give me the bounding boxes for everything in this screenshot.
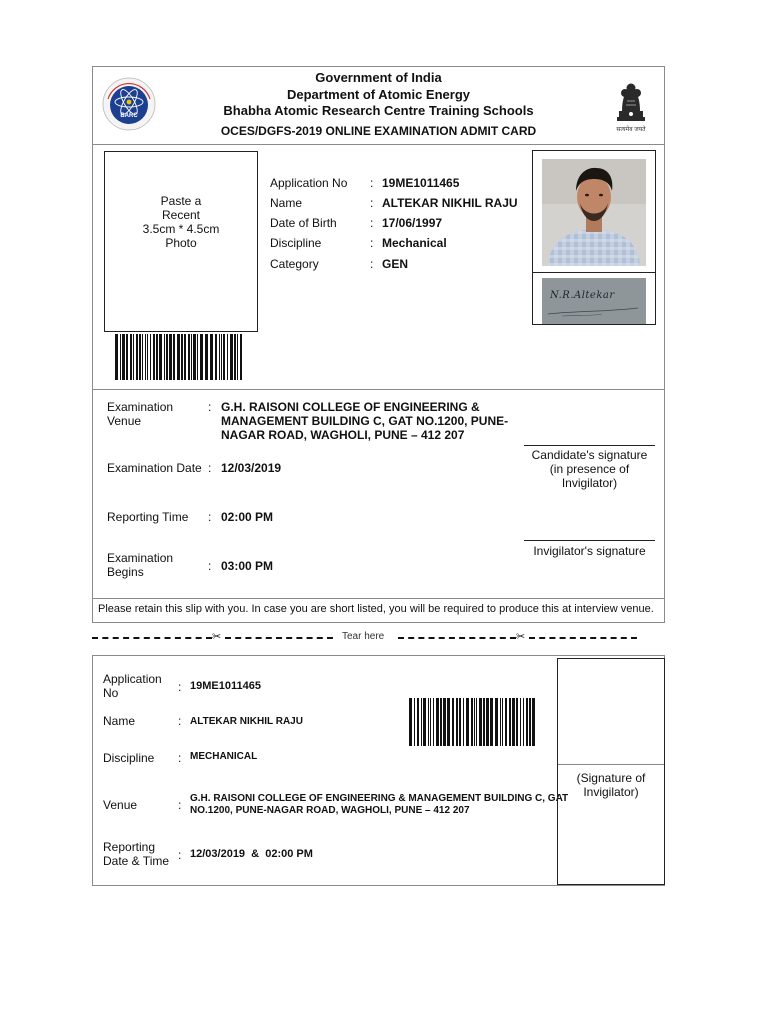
scissors-icon: ✂ [212, 631, 222, 643]
candidate-signature-line [524, 445, 655, 446]
field-label-discipline: Discipline [270, 236, 322, 250]
exam-begins-label-line2: Begins [107, 565, 144, 579]
field-separator: : [370, 236, 374, 250]
exam-venue-line2: MANAGEMENT BUILDING C, GAT NO.1200, PUNE- [221, 414, 509, 428]
tear-line [92, 631, 665, 645]
tear-dashes [92, 637, 212, 639]
field-separator: : [178, 680, 182, 694]
exam-date-label: Examination Date [107, 461, 202, 475]
invigilator-signature-caption [562, 771, 660, 799]
barcode-icon [409, 698, 539, 746]
field-separator: : [370, 176, 374, 190]
slip-venue-label: Venue [103, 798, 138, 812]
field-separator: : [370, 216, 374, 230]
header-department: Department of Atomic Energy [287, 87, 470, 102]
note-divider [93, 598, 664, 599]
barc-logo-icon [102, 77, 156, 131]
field-separator: : [178, 751, 182, 765]
candidate-signature-text: N.R.Altekar [550, 290, 615, 301]
header-government: Government of India [315, 70, 442, 85]
tear-dashes [398, 637, 516, 639]
field-separator: : [208, 400, 212, 414]
tear-dashes [529, 637, 637, 639]
caption-line: Invigilator) [561, 476, 618, 490]
header-institute: Bhabha Atomic Research Centre Training Schools [223, 103, 534, 118]
field-separator: : [370, 257, 374, 271]
slip-name-value: ALTEKAR NIKHIL RAJU [190, 716, 303, 727]
exam-begins-label-line1: Examination [107, 551, 174, 565]
photo-placeholder-line: 3.5cm * 4.5cm [142, 221, 220, 236]
invigilator-signature-caption: Invigilator's signature [533, 544, 646, 558]
candidate-signature-caption [524, 448, 655, 490]
reporting-time-value: 02:00 PM [221, 510, 274, 524]
slip-venue-line1: G.H. RAISONI COLLEGE OF ENGINEERING & MANAGEMENT BUILDING C, GAT [190, 793, 569, 804]
candidate-signature-image [542, 278, 646, 324]
candidate-photo [542, 159, 646, 266]
person-photo-icon [542, 159, 646, 266]
field-separator: : [208, 461, 212, 475]
field-separator: : [208, 510, 212, 524]
slip-discipline-value: MECHANICAL [190, 751, 258, 762]
invigilator-signature-box [557, 658, 665, 885]
exam-date-value: 12/03/2019 [221, 461, 282, 475]
slip-application-value: 19ME1011465 [190, 680, 261, 692]
exam-begins-value: 03:00 PM [221, 559, 274, 573]
exam-venue-line1: G.H. RAISONI COLLEGE OF ENGINEERING & [221, 400, 480, 414]
tear-dashes [225, 637, 333, 639]
caption-line: (Signature of [576, 771, 646, 785]
photo-placeholder-box [104, 151, 258, 332]
header-card-title: OCES/DGFS-2019 ONLINE EXAMINATION ADMIT CARD [220, 124, 537, 138]
barcode-icon [115, 334, 243, 380]
tear-here-label: Tear here [342, 631, 385, 642]
exam-venue-label-line1: Examination [107, 400, 174, 414]
field-label-category: Category [270, 257, 319, 271]
candidate-photo-frame [532, 150, 656, 325]
reporting-time-label: Reporting Time [107, 510, 189, 524]
slip-name-label: Name [103, 714, 136, 728]
exam-venue-line3: NAGAR ROAD, WAGHOLI, PUNE – 412 207 [221, 428, 465, 442]
lion-capital-icon [614, 77, 648, 125]
field-label-dob: Date of Birth [270, 216, 337, 230]
barc-logo-label: BARC [120, 113, 138, 119]
state-emblem [614, 77, 648, 133]
photo-placeholder-line: Recent [161, 207, 201, 222]
signature-box-divider [558, 764, 664, 765]
slip-application-label-line2: No [103, 686, 119, 700]
scissors-icon: ✂ [516, 631, 526, 643]
field-value-category: GEN [382, 257, 409, 271]
field-value-name: ALTEKAR NIKHIL RAJU [382, 196, 518, 210]
photo-placeholder-line: Photo [165, 235, 197, 250]
slip-venue-line2: NO.1200, PUNE-NAGAR ROAD, WAGHOLI, PUNE – 412 207 [190, 805, 470, 816]
photo-placeholder-text [121, 194, 241, 250]
caption-line: Invigilator) [583, 785, 639, 799]
field-value-application-no: 19ME1011465 [382, 176, 460, 190]
header-divider [93, 144, 664, 145]
slip-reporting-value: 12/03/2019 & 02:00 PM [190, 848, 313, 860]
invigilator-signature-line [524, 540, 655, 541]
field-separator: : [178, 798, 182, 812]
field-separator: : [370, 196, 374, 210]
field-value-dob: 17/06/1997 [382, 216, 443, 230]
caption-line: (in presence of [549, 462, 630, 476]
field-separator: : [178, 714, 182, 728]
section-divider [93, 389, 664, 390]
slip-reporting-label-line2: Date & Time [103, 854, 170, 868]
photo-placeholder-line: Paste a [160, 193, 202, 208]
field-separator: : [178, 848, 182, 862]
signature-stroke-icon [542, 278, 646, 324]
field-separator: : [208, 559, 212, 573]
emblem-caption: सत्यमेव जयते [616, 127, 646, 133]
slip-discipline-label: Discipline [103, 751, 155, 765]
field-value-discipline: Mechanical [382, 236, 447, 250]
slip-reporting-label-line1: Reporting [103, 840, 156, 854]
caption-line: Candidate's signature [531, 448, 648, 462]
exam-venue-label-line2: Venue [107, 414, 142, 428]
slip-application-label-line1: Application [103, 672, 162, 686]
admit-card [92, 66, 665, 623]
invigilator-slip [92, 655, 665, 886]
retain-slip-note: Please retain this slip with you. In case you are short listed, you will be required to produce this at interview venue. [98, 603, 654, 615]
photo-signature-divider [533, 272, 655, 273]
field-label-application-no: Application No [270, 176, 348, 190]
field-label-name: Name [270, 196, 303, 210]
